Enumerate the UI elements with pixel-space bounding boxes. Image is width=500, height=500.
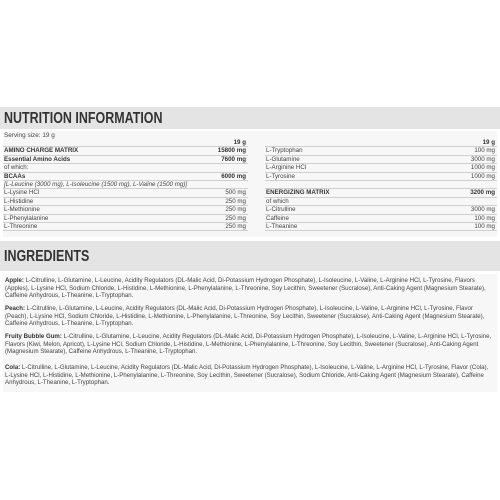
nutrient-value: 500 mg	[225, 189, 246, 197]
nutrition-row	[3, 139, 248, 147]
nutrient-label: Essential Amino Acids	[4, 155, 71, 163]
ingredient-text: L-Citrulline, L-Glutamine, L-Leucine, Acidity Regulators (DL-Malic Acid, Di-Potassium Hydrogen Phosphate), L-Isoleucine, L-Valine, L-Arginine HCl, L-Tyrosine, Flavors (Apples), L-Lysine HCl, Sodium Chloride, L-Histidine, L-Methionine, L-Phenylalanine, L-Threonine, Soy Lecithin, Sweetener (Sucralose), Anti-Caking Agent (Magnesium Stearate), Caffeine Anhydrous, L-Theanine, L-Tryptophan.	[5, 277, 486, 300]
nutrient-value: 100 mg	[474, 222, 495, 230]
nutrition-row	[3, 206, 248, 214]
nutrition-row	[265, 215, 497, 223]
ingredient-text: L-Citrulline, L-Glutamine, L-Leucine, Acidity Regulators (DL-Malic Acid, Di-Potassium Hydrogen Phosphate), L-Isoleucine, L-Valine, L-Arginine HCl, L-Tyrosine, Flavor (Cola), L-Lysine HCl, L-Histidine, L-Methionine, L-Phenylalanine, L-Threonine, Soy Lecithin, Sweetener (Sucralose), Sodium Chloride, Anti-Caking Agent (Magnesium Stearate), Caffeine Anhydrous, L-Theanine, L-Tryptophan.	[5, 364, 489, 387]
nutrient-value: 250 mg	[225, 222, 246, 230]
nutrient-label: L-Phenylalanine	[4, 214, 49, 222]
nutrition-row	[3, 198, 248, 206]
nutrient-value: 6000 mg	[221, 172, 246, 180]
nutrition-row	[265, 206, 497, 214]
nutrition-row	[265, 189, 497, 197]
nutrition-table-right	[265, 139, 497, 231]
nutrition-row	[265, 164, 497, 172]
nutrient-value: 1000 mg	[470, 164, 495, 172]
ingredient-text: L-Citrulline, L-Glutamine, L-Leucine, Acidity Regulators (DL-Malic Acid, Di-Potassium Hydrogen Phosphate), L-Isoleucine, L-Valine, L-Arginine HCl, L-Tyrosine, Flavors (Kiwi, Melon, Apricot), L-Lysine HCl, Sodium Chloride, L-Histidine, L-Methionine, L-Phenylalanine, L-Threonine, Soy Lecithin, Sweetener (Sucralose), Anti-Caking Agent (Magnesium Stearate), Caffeine Anhydrous, L-Theanine, L-Tryptophan.	[5, 333, 492, 356]
nutrition-row	[265, 147, 497, 155]
nutrition-row	[3, 173, 248, 181]
nutrition-row	[3, 164, 248, 172]
nutrient-label: L-Citrulline	[266, 206, 296, 214]
ingredient-paragraph	[5, 305, 493, 328]
nutrition-row	[3, 215, 248, 223]
nutrition-row	[265, 173, 497, 181]
nutrient-value: 19 g	[233, 139, 246, 146]
nutrition-row	[265, 223, 497, 231]
nutrient-label: L-Threonine	[4, 222, 38, 230]
nutrient-value: 3000 mg	[470, 206, 495, 214]
ingredient-paragraph	[5, 364, 493, 387]
flavor-label: Peach:	[5, 305, 25, 312]
nutrient-label: L-Histidine	[4, 197, 34, 205]
nutrient-label: L-Glutamine	[266, 155, 300, 163]
nutrient-label: L-Methionine	[4, 206, 40, 214]
nutrition-table-left	[3, 139, 248, 231]
nutrition-row	[3, 223, 248, 231]
nutrient-value: 7600 mg	[221, 155, 246, 163]
nutrient-value: 250 mg	[225, 197, 246, 205]
nutrient-value: 15800 mg	[217, 147, 246, 155]
ingredient-text: L-Citrulline, L-Glutamine, L-Leucine, Acidity Regulators (DL-Malic Acid, Di-Potassium Hydrogen Phosphate), L-Isoleucine, L-Valine, L-Arginine HCl, L-Tyrosine, Flavor (Peach), L-Lysine HCl, Sodium Chloride, L-Histidine, L-Methionine, L-Phenylalanine, L-Threonine, Soy Lecithin, Sweetener (Sucralose), Anti-Caking Agent (Magnesium Stearate), Caffeine Anhydrous, L-Theanine, L-Tryptophan.	[5, 305, 485, 328]
nutrient-label: Caffeine	[266, 214, 289, 222]
nutrient-label: BCAAs	[4, 172, 26, 180]
nutrient-value: 100 mg	[474, 147, 495, 155]
serving-size: Serving size: 19 g	[4, 132, 55, 139]
flavor-label: Fruity Bubble Gum:	[5, 333, 62, 340]
nutrition-title: NUTRITION INFORMATION	[4, 110, 163, 127]
nutrient-label: AMINO CHARGE MATRIX	[4, 147, 79, 155]
ingredients-title: INGREDIENTS	[4, 248, 90, 265]
nutrient-value: 3200 mg	[470, 189, 495, 197]
nutrient-value: 250 mg	[225, 206, 246, 214]
nutrition-row	[265, 181, 497, 189]
nutrition-row	[3, 181, 248, 189]
nutrient-value: 19 g	[482, 139, 495, 146]
ingredient-paragraph	[5, 277, 493, 300]
nutrient-label: of which:	[4, 164, 29, 172]
nutrient-label: L-Tyrosine	[266, 172, 295, 180]
nutrient-label: of which	[266, 197, 289, 205]
nutrition-row	[3, 156, 248, 164]
flavor-label: Cola:	[5, 364, 21, 371]
nutrition-row	[265, 198, 497, 206]
ingredient-paragraph	[5, 333, 493, 356]
nutrient-value: 250 mg	[225, 214, 246, 222]
nutrient-label: L-Arginine HCl	[266, 164, 307, 172]
nutrient-label: [L-Leucine (3000 mg), L-Isoleucine (1500 mg), L-Valine (1500 mg)]	[4, 180, 188, 188]
nutrient-value: 3000 mg	[470, 155, 495, 163]
nutrient-value: 100 mg	[474, 214, 495, 222]
nutrition-row	[265, 156, 497, 164]
nutrition-row	[3, 147, 248, 155]
nutrient-value: 1000 mg	[470, 172, 495, 180]
flavor-label: Apple:	[5, 277, 24, 284]
nutrient-label: ENERGIZING MATRIX	[266, 189, 330, 197]
nutrient-label: L-Tryptophan	[266, 147, 303, 155]
nutrition-row	[265, 139, 497, 147]
nutrient-label: L-Lysine HCl	[4, 189, 40, 197]
nutrient-label: L-Theanine	[266, 222, 298, 230]
nutrition-row	[3, 189, 248, 197]
